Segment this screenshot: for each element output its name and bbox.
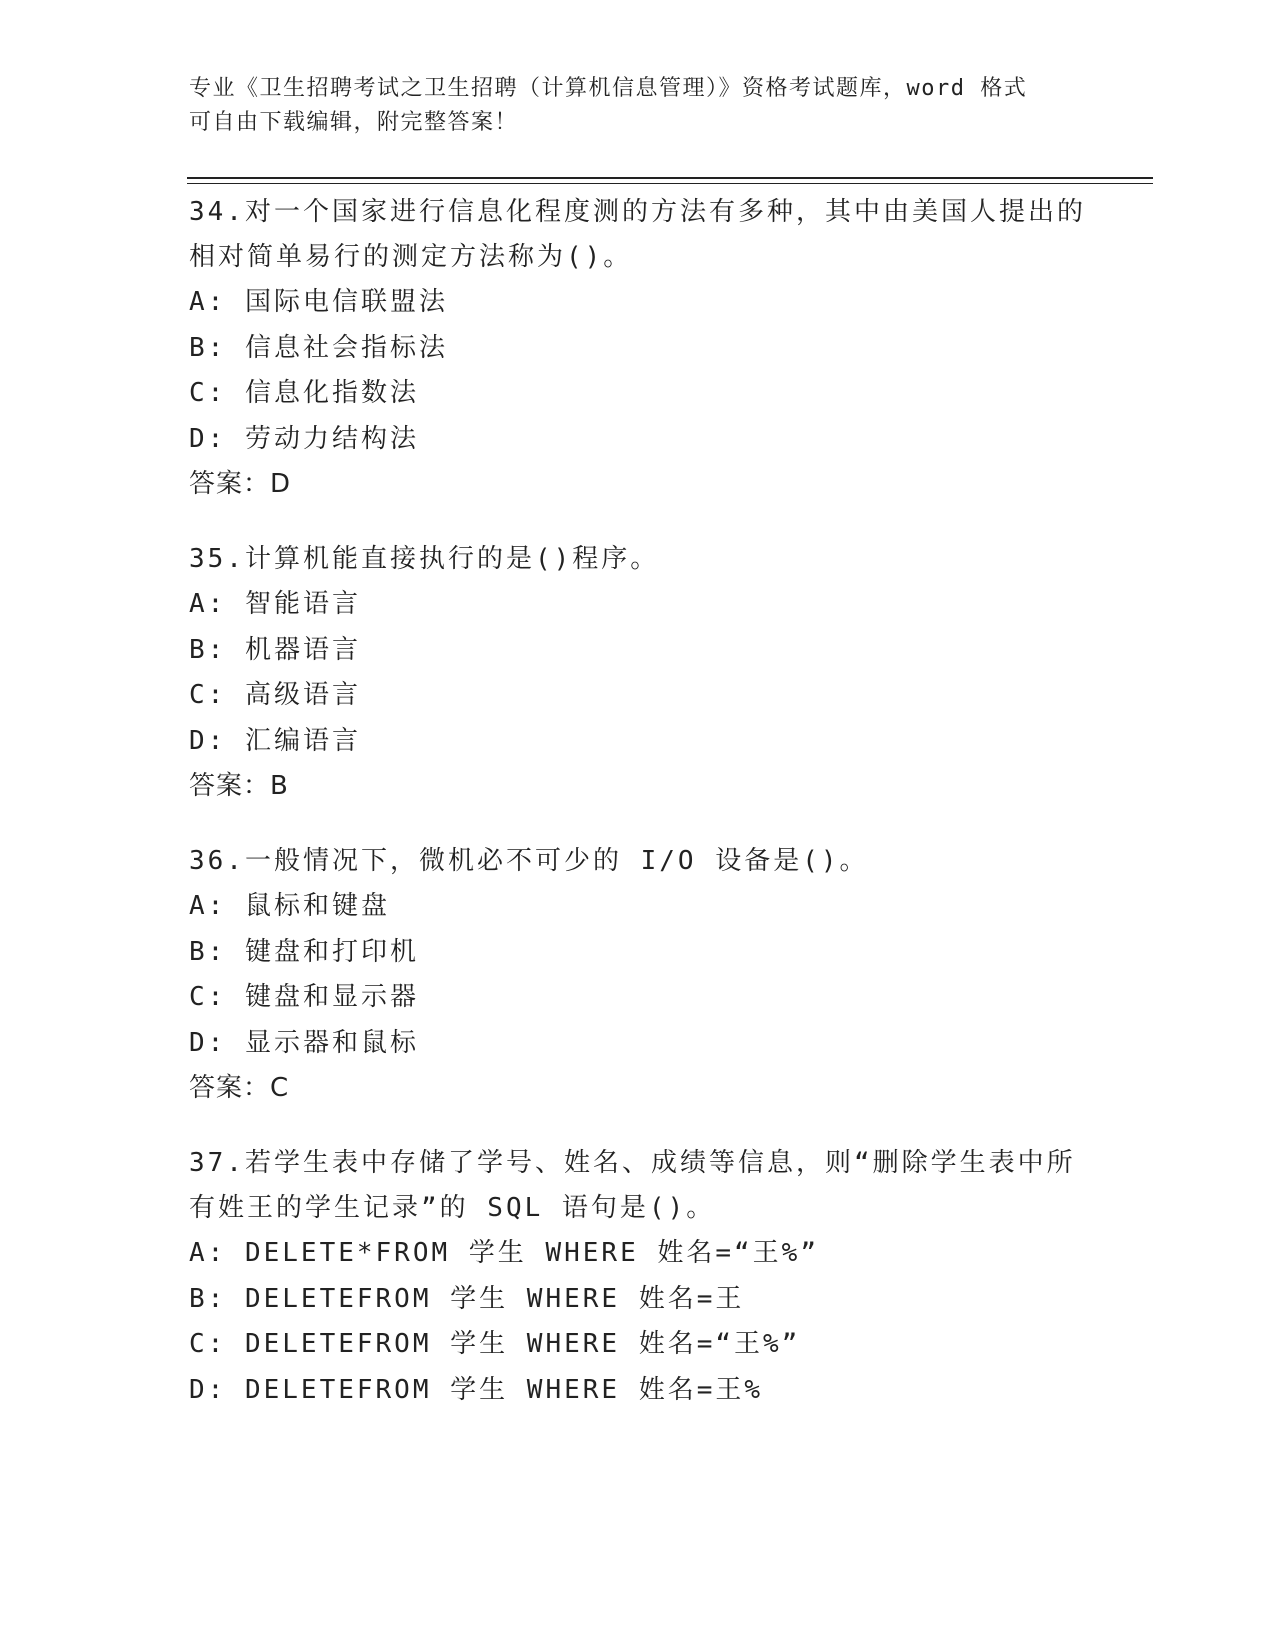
question-stem-line: 34.对一个国家进行信息化程度测的方法有多种，其中由美国人提出的: [189, 197, 1086, 227]
header-divider-thin: [187, 183, 1153, 184]
option-d: D: 显示器和鼠标: [189, 1027, 419, 1058]
question-37: [189, 1141, 1089, 1413]
question-stem-line: 37.若学生表中存储了学号、姓名、成绩等信息，则“删除学生表中所: [189, 1148, 1076, 1178]
option-c: C: 信息化指数法: [189, 378, 419, 408]
option-b: B: 键盘和打印机: [189, 936, 419, 967]
question-stem-line: 36.一般情况下，微机必不可少的 I/O 设备是()。: [189, 846, 869, 876]
document-header: [189, 72, 1089, 140]
header-divider-thick: [187, 177, 1153, 179]
header-line-1: 专业《卫生招聘考试之卫生招聘（计算机信息管理）》资格考试题库，word 格式: [189, 76, 1028, 101]
header-line-2: 可自由下载编辑，附完整答案！: [189, 110, 519, 135]
option-a: A: 国际电信联盟法: [189, 287, 448, 317]
option-a: A: DELETE*FROM 学生 WHERE 姓名=“王%”: [189, 1238, 819, 1268]
option-b: B: 机器语言: [189, 634, 361, 665]
option-d: D: DELETEFROM 学生 WHERE 姓名=王%: [189, 1374, 764, 1405]
option-c: C: 键盘和显示器: [189, 982, 419, 1012]
question-stem-line: 35.计算机能直接执行的是()程序。: [189, 544, 660, 574]
option-b: B: DELETEFROM 学生 WHERE 姓名=王: [189, 1283, 745, 1314]
option-a: A: 鼠标和键盘: [189, 891, 390, 921]
option-d: D: 劳动力结构法: [189, 423, 419, 454]
question-list: [189, 190, 1089, 1443]
option-a: A: 智能语言: [189, 589, 361, 619]
option-b: B: 信息社会指标法: [189, 332, 448, 363]
answer-line: 答案：C: [189, 1073, 290, 1103]
answer-line: 答案：D: [189, 469, 292, 499]
answer-line: 答案：B: [189, 771, 289, 801]
question-stem-line: 有姓王的学生记录”的 SQL 语句是()。: [189, 1193, 716, 1223]
question-stem-line: 相对简单易行的测定方法称为()。: [189, 242, 633, 272]
question-34: [189, 190, 1089, 507]
question-36: [189, 839, 1089, 1111]
option-d: D: 汇编语言: [189, 725, 361, 756]
question-35: [189, 537, 1089, 809]
option-c: C: 高级语言: [189, 680, 361, 710]
option-c: C: DELETEFROM 学生 WHERE 姓名=“王%”: [189, 1329, 801, 1359]
